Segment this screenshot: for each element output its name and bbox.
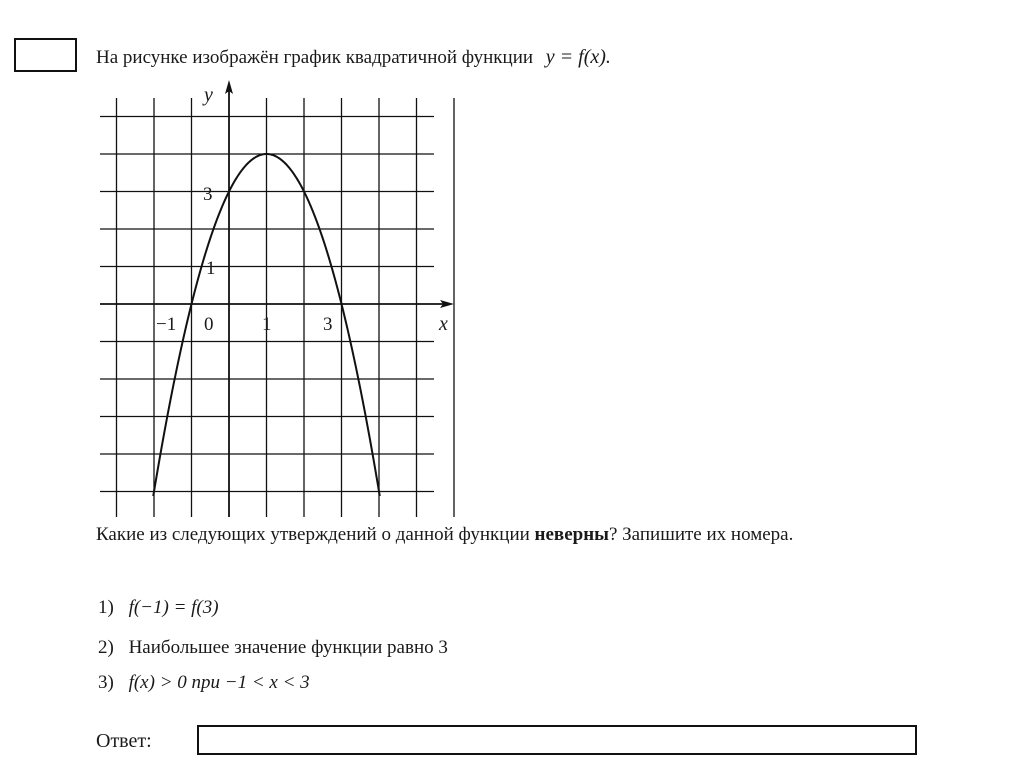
statement-number: 1) — [98, 597, 114, 618]
statement-3 — [98, 672, 310, 694]
tick-label-x-minus1: −1 — [156, 314, 177, 335]
question-part1: Какие из следующих утверждений о данной функции — [96, 524, 535, 545]
tick-label-x3: 3 — [323, 314, 333, 335]
answer-label: Ответ: — [96, 730, 152, 752]
question-part2: ? Запишите их номера. — [608, 524, 794, 545]
answer-field[interactable] — [197, 725, 917, 755]
statement-number: 2) — [98, 637, 114, 658]
tick-label-y3: 3 — [203, 184, 213, 205]
statement-2 — [98, 637, 448, 659]
x-axis-label: x — [439, 313, 448, 335]
function-notation: y = f(x). — [545, 46, 611, 68]
tick-label-x1: 1 — [262, 314, 272, 335]
tick-label-origin: 0 — [204, 314, 214, 335]
y-axis-label: y — [204, 84, 213, 106]
statement-number: 3) — [98, 672, 114, 693]
statement-text: f(−1) = f(3) — [128, 597, 219, 618]
grid — [100, 98, 454, 517]
statement-1 — [98, 597, 219, 619]
task-intro: На рисунке изображён график квадратичной функции — [96, 47, 534, 68]
axes — [100, 80, 454, 517]
question-text — [96, 522, 936, 548]
statement-text: f(x) > 0 при −1 < x < 3 — [128, 672, 310, 693]
statement-text: Наибольшее значение функции равно 3 — [128, 637, 448, 658]
tick-label-y1: 1 — [206, 258, 216, 279]
question-bold-word: неверны — [534, 524, 609, 545]
